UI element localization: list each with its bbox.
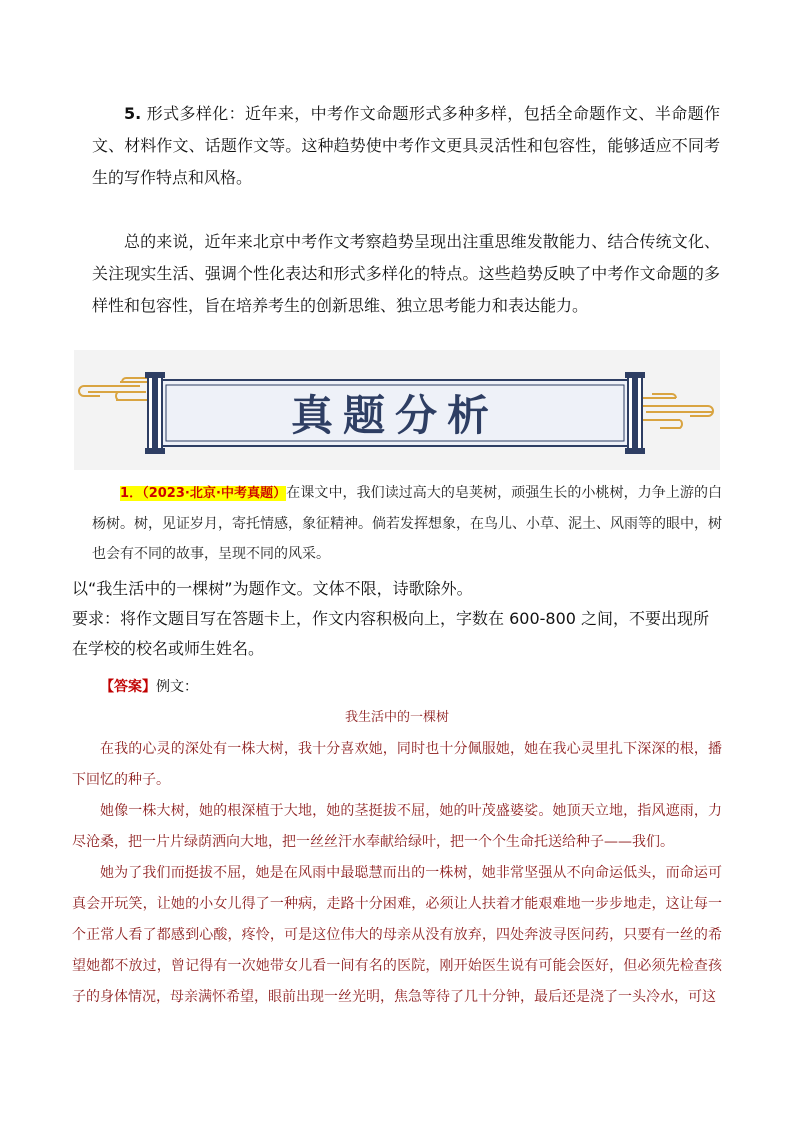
essay-paragraph-1: 在我的心灵的深处有一株大树，我十分喜欢她，同时也十分佩服她，她在我心灵里扎下深深的根，播下回忆的种子。 (72, 741, 722, 788)
essay-paragraph-2: 她像一株大树，她的根深植于大地，她的茎挺拔不屈，她的叶茂盛婆娑。她顶天立地，指风遮雨，力尽沧桑，把一片片绿荫洒向大地，把一丝丝汗水奉献给绿叶，把一个个生命托送给种子——我们。 (72, 803, 722, 850)
answer-header (100, 672, 750, 702)
answer-label: 例文： (156, 679, 198, 695)
point-5-number: 5. (124, 104, 142, 123)
question-requirement: 要求：将作文题目写在答题卡上，作文内容积极向上，字数在 600-800 之间，不要出现所在学校的校名或师生姓名。 (72, 609, 710, 658)
answer-tag: 【答案】 (100, 679, 156, 695)
banner-title: 真题分析 (290, 391, 499, 440)
question-text: 在课文中，我们读过高大的皂荚树，顽强生长的小桃树，力争上游的白杨树。树，见证岁月，寄托情感，象征精神。倘若发挥想象，在鸟儿、小草、泥土、风雨等的眼中，树也会有不同的故事，呈现不同的风采。 (92, 485, 723, 562)
question-source-label: 1．（2023·北京·中考真题） (120, 486, 287, 501)
question-prompt: 以“我生活中的一棵树”为题作文。文体不限，诗歌除外。 (72, 579, 473, 598)
essay-paragraph-3: 她为了我们而挺拔不屈，她是在风雨中最聪慧而出的一株树，她非常坚强从不向命运低头，而命运可真会开玩笑，让她的小女儿得了一种病，走路十分困难，必须让人扶着才能艰难地一步步地走，这让每一个正常人看了都感到心酸，疼怜，可是这位伟大的母亲从没有放弃，四处奔波寻医问药，只要有一丝的希望她都不放过，曾记得有一次她带女儿看一间有名的医院，刚开始医生说有可能会医好，但必须先检查孩子的身体情况，母亲满怀希望，眼前出现一丝光明，焦急等待了几十分钟，最后还是浇了一头冷水，可这 (72, 865, 722, 1005)
question-paragraph (92, 478, 722, 569)
essay-title: 我生活中的一棵树 (344, 710, 449, 725)
point-5-text: 形式多样化：近年来，中考作文命题形式多种多样，包括全命题作文、半命题作文、材料作文、话题作文等。这种趋势使中考作文更具灵活性和包容性，能够适应不同考生的写作特点和风格。 (92, 104, 720, 187)
summary-paragraph: 总的来说，近年来北京中考作文考察趋势呈现出注重思维发散能力、结合传统文化、关注现实生活、强调个性化表达和形式多样化的特点。这些趋势反映了中考作文命题的多样性和包容性，旨在培养考生的创新思维、独立思考能力和表达能力。 (92, 232, 720, 315)
